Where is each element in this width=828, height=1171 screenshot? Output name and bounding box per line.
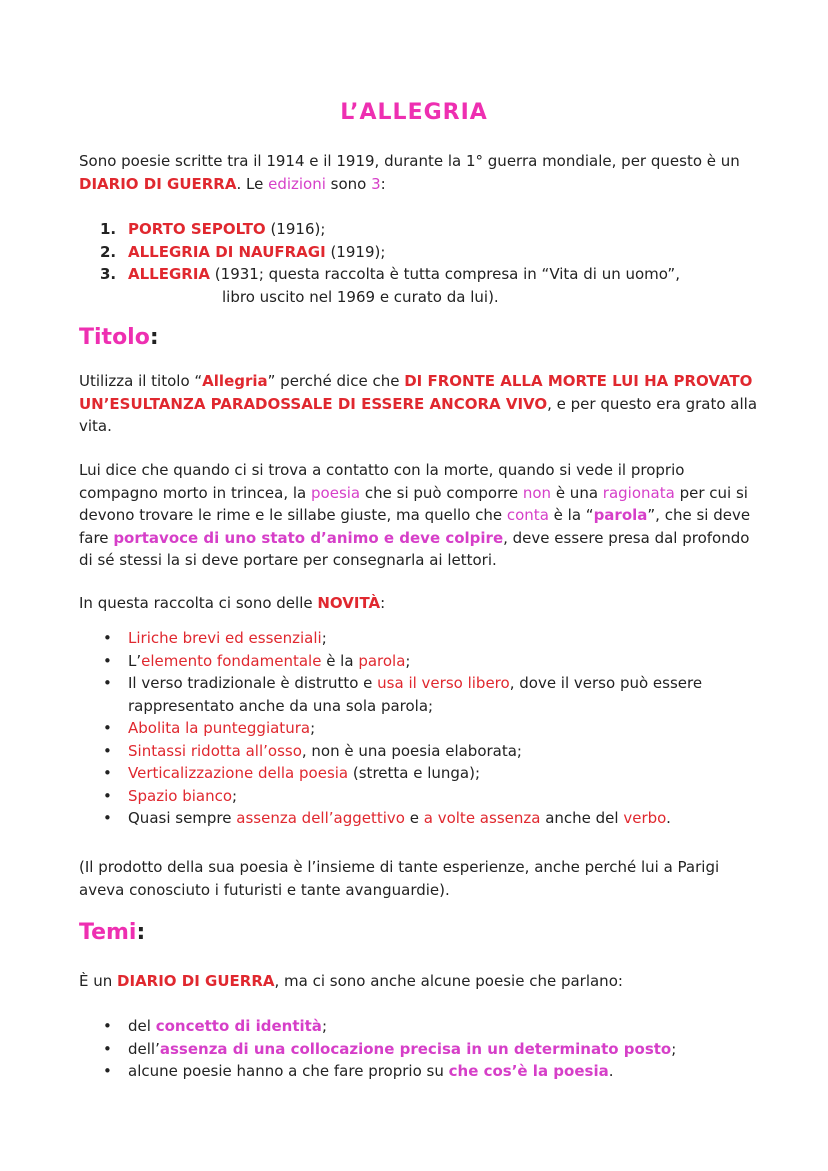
highlight-word: poesia [311,483,361,502]
highlight-text: elemento fondamentale [141,651,322,670]
highlight-word: non [522,483,552,502]
novita-list [100,627,760,830]
intro-paragraph [79,150,759,195]
heading-titolo-text: Titolo [79,325,150,350]
bullet: • [103,1062,112,1080]
text: è una [551,483,603,502]
list-item [100,740,760,763]
text: Il verso tradizionale è distrutto e [128,674,378,692]
page-title: L’ALLEGRIA [340,100,488,125]
text: Lui dice che quando ci si trova a contatto con la morte, quando si vede il proprio compagno morto in trincea, la [79,461,685,502]
heading-temi-text: Temi [79,920,137,945]
list-item [100,263,760,308]
bullet: • [103,764,112,782]
item-number: 1. [100,220,117,238]
bullet: • [103,629,112,647]
highlight-word: parola [593,506,648,524]
highlight-text: a volte assenza [423,809,541,827]
text: ; [232,786,238,805]
list-item [100,807,760,830]
list-item [100,650,760,673]
bullet: • [103,741,112,760]
text: , ma ci sono anche alcune poesie che parlano: [274,972,623,990]
list-item [100,672,760,717]
bullet: • [103,809,112,827]
list-item [100,1060,760,1083]
list-item [100,1038,760,1061]
edition-year: (1931; questa raccolta è tutta compresa in “Vita di un uomo”, [210,265,680,283]
text: dell’ [128,1039,160,1058]
highlight-text: assenza dell’aggettivo [236,809,405,827]
text: . [608,1062,614,1080]
highlight-word: ragionata [602,483,675,502]
diario-di-guerra: DIARIO DI GUERRA [79,174,237,193]
bullet: • [103,719,112,737]
heading-colon: : [136,920,146,945]
novita-word: NOVITÀ [317,594,381,612]
text: In questa raccolta ci sono delle [79,594,318,612]
heading-titolo [79,325,159,350]
novita-intro [79,592,759,615]
edizioni-word: edizioni [268,174,326,193]
list-item [100,762,760,785]
intro-text-2: . Le [236,174,269,193]
allegria-word: Allegria [202,372,268,390]
intro-text: Sono poesie scritte tra il 1914 e il 1919, durante la 1° guerra mondiale, per questo è un [79,152,740,170]
highlight-text: Spazio bianco [128,786,233,805]
highlight-text: Liriche brevi ed essenziali [128,629,322,647]
highlight-text: concetto di identità [155,1017,322,1035]
heading-colon: : [149,325,159,350]
bullet: • [103,1039,112,1058]
text: anche del [540,809,624,827]
list-item [100,785,760,808]
highlight-text: usa il verso libero [377,674,510,692]
edition-year: (1916); [265,220,326,238]
text: : [380,594,386,612]
text: , e per questo era grato alla vita. [79,394,758,435]
text: è la [321,651,359,670]
highlight-word: conta [506,506,549,524]
text: (stretta e lunga); [348,764,481,782]
bullet: • [103,1017,112,1035]
text: per cui si devono trovare le rime e le sillabe giuste, ma quello che [79,483,748,524]
text: . [666,809,671,827]
text: Utilizza il titolo “ [79,372,203,390]
bullet: • [103,651,112,670]
diario-di-guerra: DIARIO DI GUERRA [117,972,275,990]
highlight-text: che cos’è la poesia [448,1062,609,1080]
text: ; [321,1017,327,1035]
highlight-text: verbo [623,809,667,827]
paragraph-morte [79,459,759,572]
list-item [100,241,760,264]
list-item [100,717,760,740]
intro-colon: : [380,174,386,193]
text: , non è una poesia elaborata; [301,741,522,760]
text: ; [405,651,411,670]
text: , deve essere presa dal profondo di sé stessi la si deve portare per consegnarla ai lettori. [79,528,750,569]
text: ”, che si deve fare [79,506,751,547]
text: ” perché dice che [267,372,405,390]
highlight-text: Abolita la punteggiatura [128,719,311,737]
text: che si può comporre [360,483,523,502]
list-item [100,627,760,650]
editions-list [100,218,760,308]
highlight-phrase: portavoce di uno stato d’animo e deve colpire [113,528,504,547]
highlight-text: Verticalizzazione della poesia [128,764,349,782]
text: Quasi sempre [128,809,237,827]
heading-temi [79,920,145,945]
temi-intro [79,970,759,993]
prodotto-paragraph: (Il prodotto della sua poesia è l’insieme di tante esperienze, anche perché lui a Parigi aveva conosciuto i futuristi e tante avanguardie). [79,858,720,899]
text: del [128,1017,156,1035]
text: L’ [128,651,142,670]
temi-list [100,1015,760,1083]
edition-name: ALLEGRIA [128,265,211,283]
edizioni-count: 3 [371,174,381,193]
text: alcune poesie hanno a che fare proprio su [128,1062,449,1080]
item-number: 2. [100,242,117,261]
text: , dove il verso può essere rappresentato anche da una sola parola; [128,674,703,715]
text: è la “ [548,506,594,524]
intro-text-3: sono [325,174,372,193]
edition-name: ALLEGRIA DI NAUFRAGI [128,242,326,261]
list-item [100,1015,760,1038]
bullet: • [103,786,112,805]
text: ; [321,629,327,647]
list-item [100,218,760,241]
edition-note: libro uscito nel 1969 e curato da lui). [222,287,499,306]
text: ; [671,1039,677,1058]
edition-name: PORTO SEPOLTO [128,220,266,238]
item-number: 3. [100,265,117,283]
text: e [404,809,424,827]
text: ; [310,719,316,737]
highlight-text: Sintassi ridotta all’osso [128,741,302,760]
highlight-text: DI FRONTE ALLA MORTE LUI HA PROVATO UN’ESULTANZA PARADOSSALE DI ESSERE ANCORA VIVO [79,372,753,413]
text: È un [79,972,118,990]
titolo-paragraph [79,370,759,438]
bullet: • [103,674,112,692]
highlight-text: parola [358,651,406,670]
edition-year: (1919); [325,242,386,261]
highlight-text: assenza di una collocazione precisa in un determinato posto [159,1039,672,1058]
